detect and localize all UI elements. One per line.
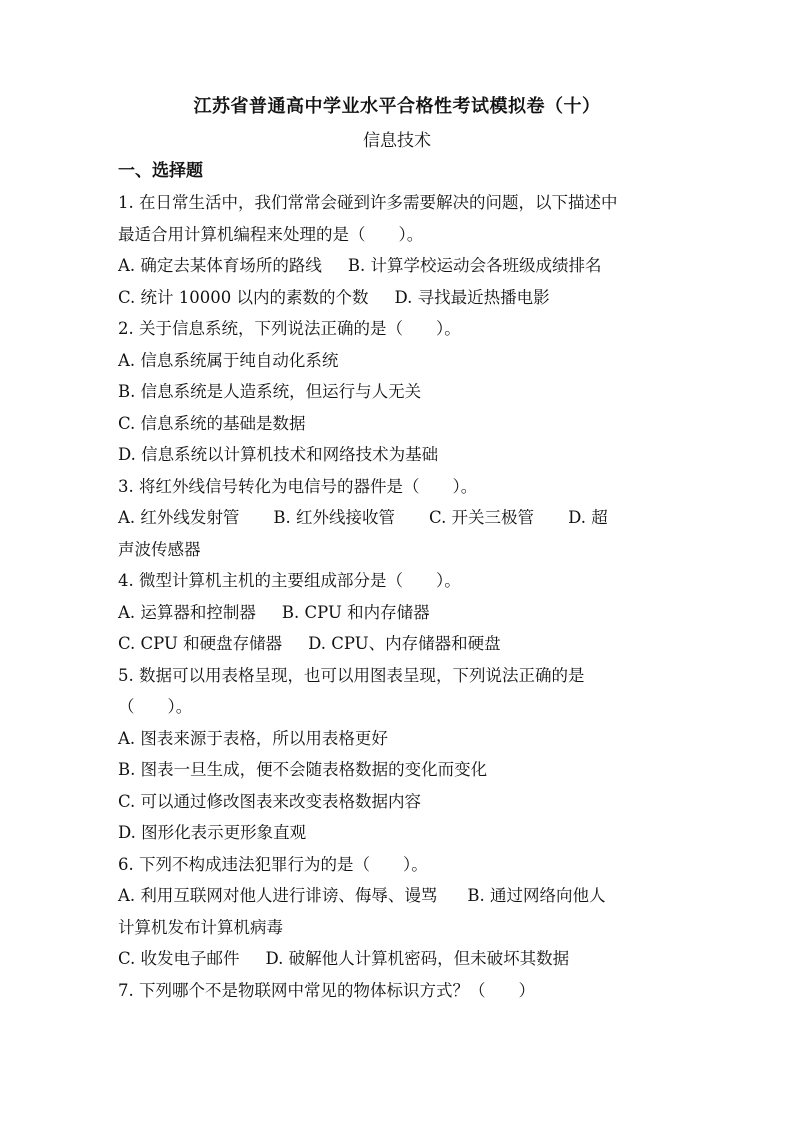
question-5-option-c: C. 可以通过修改图表来改变表格数据内容 <box>118 791 422 811</box>
question-4-options-ab <box>118 599 680 631</box>
question-3-option-a: A. 红外线发射管 <box>118 508 240 527</box>
question-5-stem-line-2: （ ）。 <box>118 697 193 716</box>
question-5-stem-line-1: 5. 数据可以用表格呈现，也可以用图表呈现，下列说法正确的是 <box>118 665 585 685</box>
question-5-option-d: D. 图形化表示更形象直观 <box>118 823 307 842</box>
question-1-stem-line-1: 1. 在日常生活中，我们常常会碰到许多需要解决的问题，以下描述中 <box>118 193 618 212</box>
question-6-option-b-continued: 计算机发布计算机病毒 <box>118 917 283 937</box>
question-2-option-d: D. 信息系统以计算机技术和网络技术为基础 <box>118 445 439 464</box>
question-4-stem: 4. 微型计算机主机的主要组成部分是（ ）。 <box>118 571 461 590</box>
question-4-option-b: B. CPU 和内存储器 <box>281 602 430 622</box>
question-6-option-c: C. 收发电子邮件 <box>118 949 240 968</box>
exam-subject: 信息技术 <box>363 131 431 151</box>
question-6-option-d: D. 破解他人计算机密码，但未破坏其数据 <box>265 949 570 968</box>
question-1-option-a: A. 确定去某体育场所的路线 <box>118 256 322 275</box>
question-1-options-ab <box>118 252 680 284</box>
question-1-option-c: C. 统计 10000 以内的素数的个数 <box>118 287 369 307</box>
question-6-option-a: A. 利用互联网对他人进行诽谤、侮辱、谩骂 <box>118 886 438 905</box>
question-4-option-a: A. 运算器和控制器 <box>118 602 256 622</box>
question-5-option-b: B. 图表一旦生成，便不会随表格数据的变化而变化 <box>118 760 488 779</box>
question-1-option-d: D. 寻找最近热播电影 <box>394 287 550 307</box>
question-3-option-d: D. 超 <box>568 508 608 527</box>
question-6-options-cd <box>118 945 680 977</box>
question-4-option-c: C. CPU 和硬盘存储器 <box>118 634 283 653</box>
question-5-option-a: A. 图表来源于表格，所以用表格更好 <box>118 728 388 748</box>
question-1-option-b: B. 计算学校运动会各班级成绩排名 <box>347 256 602 275</box>
question-4-option-d: D. CPU、内存储器和硬盘 <box>308 634 501 653</box>
question-1-options-cd <box>118 284 680 316</box>
question-6-options-ab <box>118 882 680 914</box>
question-7-stem: 7. 下列哪个不是物联网中常见的物体标识方式？（ ） <box>118 980 535 1000</box>
question-3-options <box>118 504 680 536</box>
question-2-stem: 2. 关于信息系统，下列说法正确的是（ ）。 <box>118 319 461 338</box>
section-heading: 一、选择题 <box>118 161 203 181</box>
exam-title: 江苏省普通高中学业水平合格性考试模拟卷（十） <box>193 96 601 117</box>
question-3-stem: 3. 将红外线信号转化为电信号的器件是（ ）。 <box>118 476 478 496</box>
question-3-option-d-continued: 声波传感器 <box>118 539 201 559</box>
question-2-option-a: A. 信息系统属于纯自动化系统 <box>118 350 339 370</box>
question-1-stem-line-2: 最适合用计算机编程来处理的是（ ）。 <box>118 224 424 244</box>
question-6-option-b: B. 通过网络向他人 <box>467 886 606 905</box>
question-list <box>118 189 680 1008</box>
question-6-stem: 6. 下列不构成违法犯罪行为的是（ ）。 <box>118 854 428 874</box>
question-2-option-c: C. 信息系统的基础是数据 <box>118 413 306 433</box>
question-3-option-c: C. 开关三极管 <box>429 508 535 527</box>
question-3-option-b: B. 红外线接收管 <box>273 508 396 527</box>
question-2-option-b: B. 信息系统是人造系统，但运行与人无关 <box>118 382 422 401</box>
question-4-options-cd <box>118 630 680 662</box>
